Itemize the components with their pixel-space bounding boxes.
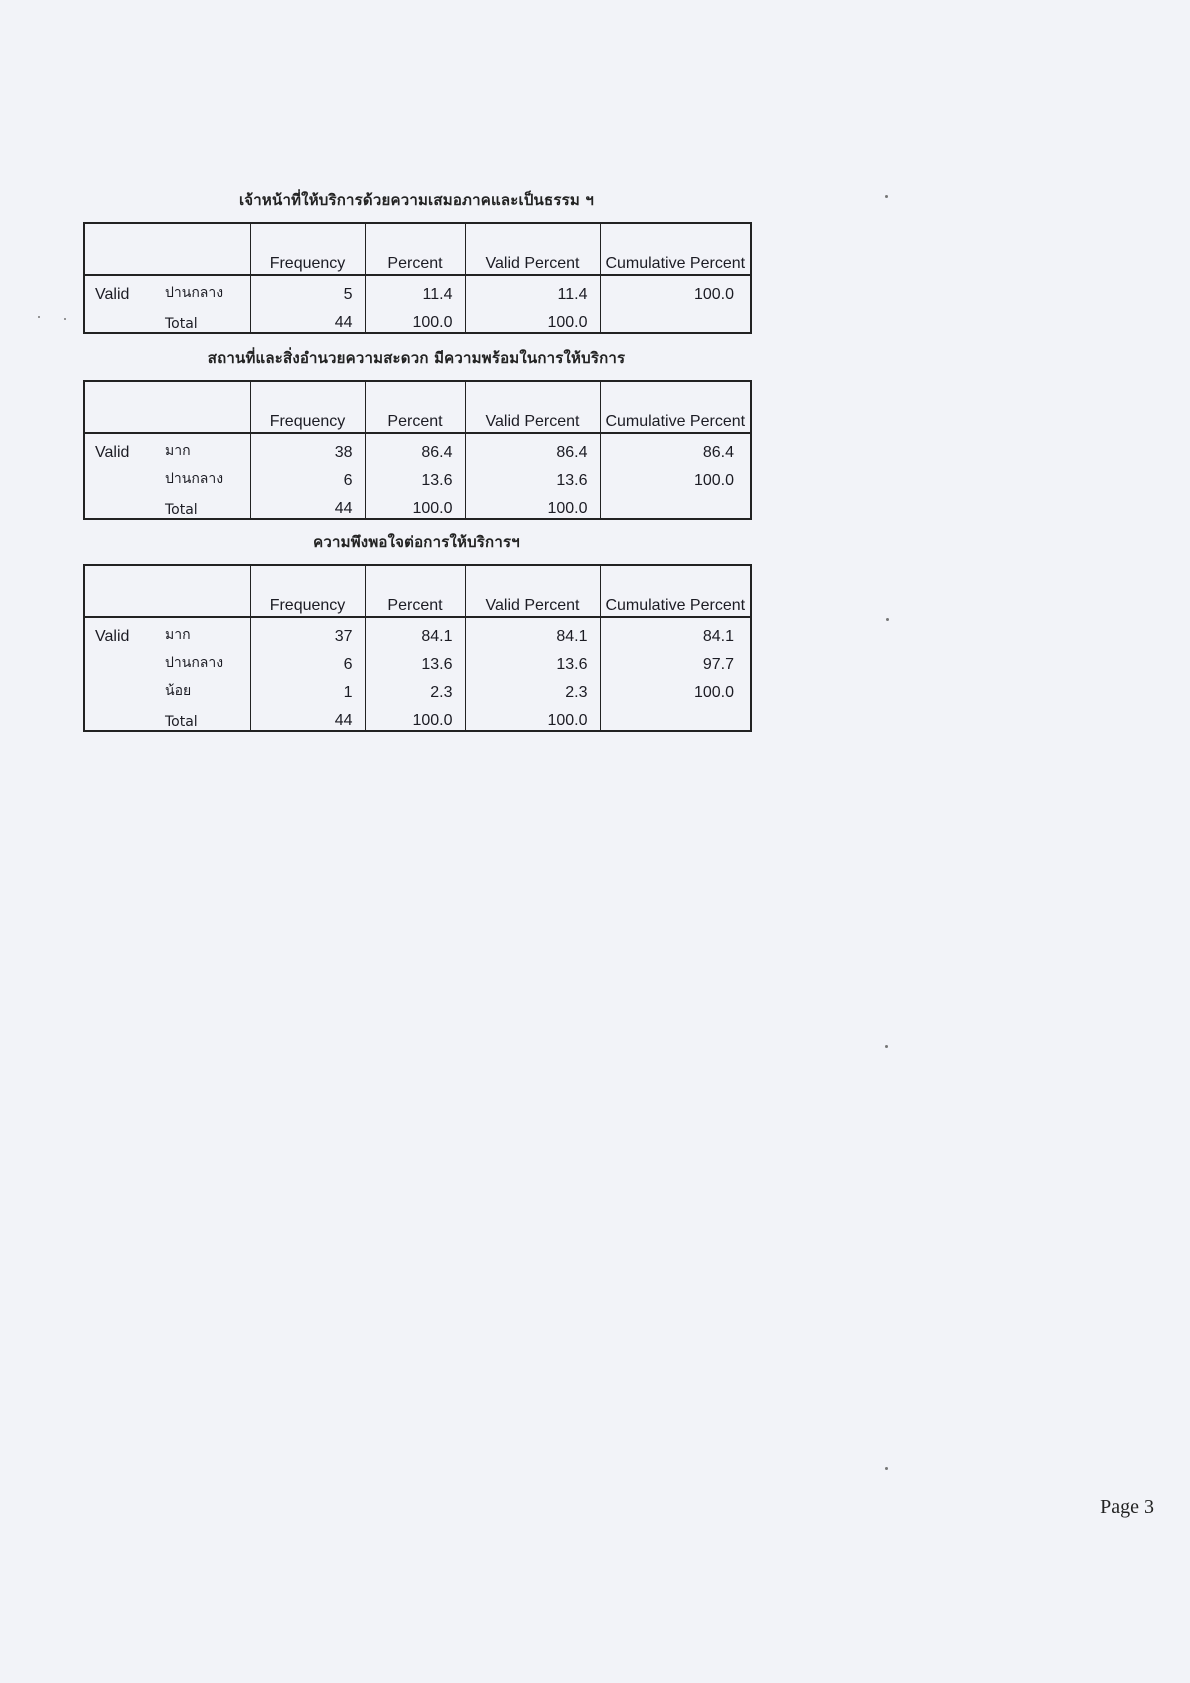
valid-percent-cell: 84.1 bbox=[465, 617, 600, 646]
percent-cell: 86.4 bbox=[365, 433, 465, 462]
frequency-table-section bbox=[83, 346, 750, 520]
header-frequency: Frequency bbox=[250, 565, 365, 617]
header-valid-percent: Valid Percent bbox=[465, 223, 600, 275]
percent-cell: 100.0 bbox=[365, 702, 465, 731]
frequency-table bbox=[83, 222, 752, 334]
cumulative-percent-cell: 100.0 bbox=[600, 674, 751, 702]
percent-cell: 84.1 bbox=[365, 617, 465, 646]
table-row bbox=[84, 462, 751, 490]
table-row bbox=[84, 275, 751, 304]
frequency-cell: 6 bbox=[250, 462, 365, 490]
page-number: Page 3 bbox=[1100, 1496, 1154, 1518]
group-label-empty bbox=[84, 490, 157, 519]
frequency-cell: 5 bbox=[250, 275, 365, 304]
valid-percent-cell: 100.0 bbox=[465, 702, 600, 731]
table-row bbox=[84, 646, 751, 674]
valid-percent-cell: 2.3 bbox=[465, 674, 600, 702]
cumulative-percent-cell: 100.0 bbox=[600, 462, 751, 490]
table-row bbox=[84, 674, 751, 702]
header-cumulative-percent: Cumulative Percent bbox=[600, 223, 751, 275]
category-cell: มาก bbox=[165, 443, 191, 459]
header-blank bbox=[84, 381, 250, 433]
group-label-empty bbox=[84, 674, 157, 702]
cumulative-percent-cell: 86.4 bbox=[600, 433, 751, 462]
category-cell: น้อย bbox=[165, 683, 192, 699]
scan-speck bbox=[886, 618, 889, 621]
table-header-row bbox=[84, 381, 751, 433]
frequency-cell: 1 bbox=[250, 674, 365, 702]
group-label: Valid bbox=[95, 444, 130, 461]
table-title: ความพึงพอใจต่อการให้บริการฯ bbox=[313, 533, 520, 551]
valid-percent-cell: 13.6 bbox=[465, 646, 600, 674]
cumulative-percent-cell: 84.1 bbox=[600, 617, 751, 646]
header-blank bbox=[84, 223, 250, 275]
category-cell: มาก bbox=[165, 627, 191, 643]
frequency-table-section bbox=[83, 188, 750, 334]
header-percent: Percent bbox=[365, 565, 465, 617]
table-row bbox=[84, 490, 751, 519]
category-cell: ปานกลาง bbox=[165, 655, 224, 671]
header-cumulative-percent: Cumulative Percent bbox=[600, 565, 751, 617]
frequency-cell: 44 bbox=[250, 490, 365, 519]
category-cell: Total bbox=[165, 316, 198, 332]
group-label-empty bbox=[84, 646, 157, 674]
cumulative-percent-cell: 97.7 bbox=[600, 646, 751, 674]
percent-cell: 2.3 bbox=[365, 674, 465, 702]
percent-cell: 11.4 bbox=[365, 275, 465, 304]
frequency-cell: 44 bbox=[250, 304, 365, 333]
valid-percent-cell: 13.6 bbox=[465, 462, 600, 490]
table-row bbox=[84, 304, 751, 333]
cumulative-percent-cell: 100.0 bbox=[600, 275, 751, 304]
cumulative-percent-cell bbox=[600, 490, 751, 519]
valid-percent-cell: 100.0 bbox=[465, 304, 600, 333]
percent-cell: 13.6 bbox=[365, 462, 465, 490]
scan-speck bbox=[885, 195, 888, 198]
header-valid-percent: Valid Percent bbox=[465, 565, 600, 617]
header-frequency: Frequency bbox=[250, 223, 365, 275]
group-label-empty bbox=[84, 702, 157, 731]
scan-speck bbox=[885, 1467, 888, 1470]
percent-cell: 100.0 bbox=[365, 490, 465, 519]
table-header-row bbox=[84, 223, 751, 275]
frequency-cell: 38 bbox=[250, 433, 365, 462]
group-label: Valid bbox=[95, 628, 130, 645]
table-row bbox=[84, 617, 751, 646]
cumulative-percent-cell bbox=[600, 304, 751, 333]
category-cell: Total bbox=[165, 502, 198, 518]
header-valid-percent: Valid Percent bbox=[465, 381, 600, 433]
frequency-cell: 6 bbox=[250, 646, 365, 674]
category-cell: ปานกลาง bbox=[165, 285, 224, 301]
valid-percent-cell: 86.4 bbox=[465, 433, 600, 462]
table-row bbox=[84, 702, 751, 731]
group-label-empty bbox=[84, 304, 157, 333]
scan-speck bbox=[64, 318, 66, 320]
frequency-cell: 37 bbox=[250, 617, 365, 646]
header-frequency: Frequency bbox=[250, 381, 365, 433]
table-title: เจ้าหน้าที่ให้บริการด้วยความเสมอภาคและเป็นธรรม ฯ bbox=[238, 191, 594, 209]
frequency-table-section bbox=[83, 530, 750, 732]
percent-cell: 100.0 bbox=[365, 304, 465, 333]
scan-speck bbox=[885, 1045, 888, 1048]
group-label-empty bbox=[84, 462, 157, 490]
category-cell: ปานกลาง bbox=[165, 471, 224, 487]
table-header-row bbox=[84, 565, 751, 617]
header-percent: Percent bbox=[365, 223, 465, 275]
header-cumulative-percent: Cumulative Percent bbox=[600, 381, 751, 433]
header-blank bbox=[84, 565, 250, 617]
table-row bbox=[84, 433, 751, 462]
frequency-table bbox=[83, 380, 752, 520]
valid-percent-cell: 100.0 bbox=[465, 490, 600, 519]
frequency-table bbox=[83, 564, 752, 732]
header-percent: Percent bbox=[365, 381, 465, 433]
group-label: Valid bbox=[95, 286, 130, 303]
cumulative-percent-cell bbox=[600, 702, 751, 731]
scan-speck bbox=[38, 316, 40, 318]
category-cell: Total bbox=[165, 714, 198, 730]
valid-percent-cell: 11.4 bbox=[465, 275, 600, 304]
frequency-cell: 44 bbox=[250, 702, 365, 731]
percent-cell: 13.6 bbox=[365, 646, 465, 674]
table-title: สถานที่และสิ่งอำนวยความสะดวก มีความพร้อมในการให้บริการ bbox=[207, 349, 626, 367]
